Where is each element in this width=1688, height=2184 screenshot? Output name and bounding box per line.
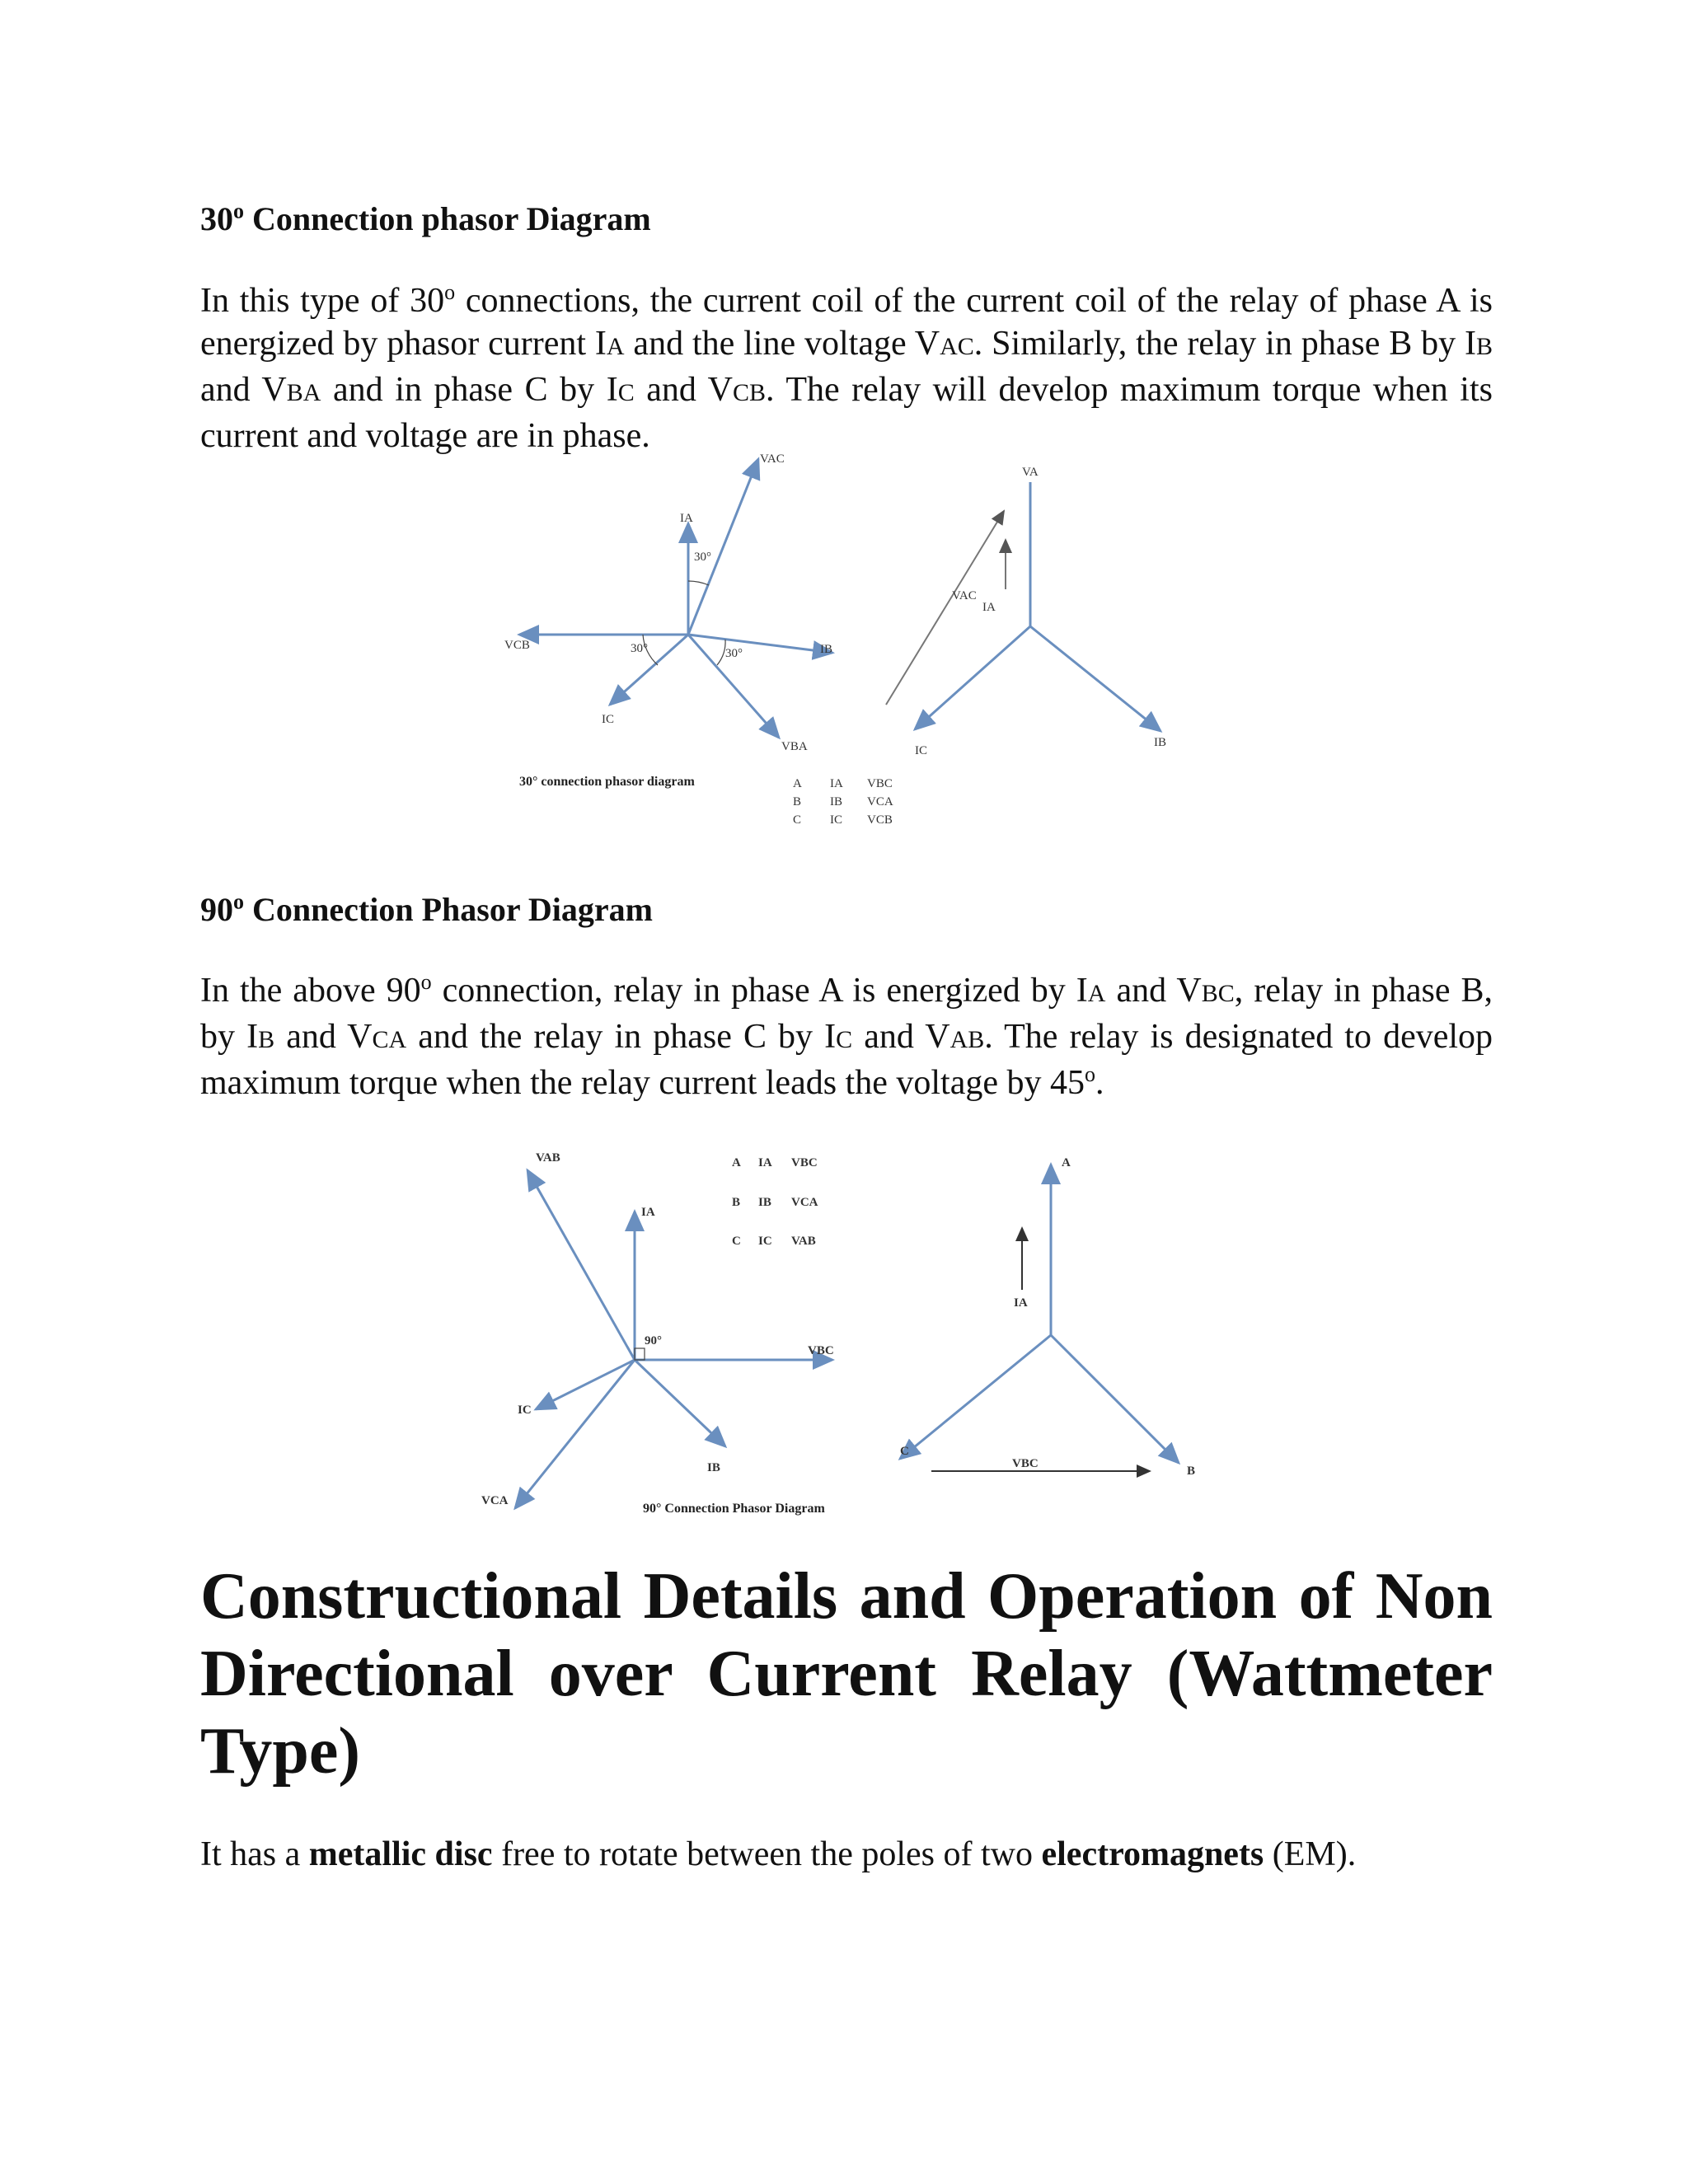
- paragraph-30-connection: In this type of 30$^o$ connections, the current coil of the current coil of the relay of phase A is energized by phasor current IA and the line voltage VAC. Similarly, the relay in phase B by IB and VBA and in phase C by IC and VCB. The relay will develop maximum torque when its current and voltage are in phase.: [200, 280, 1493, 455]
- vab-phasor: [528, 1170, 635, 1360]
- c-phasor: [900, 1335, 1051, 1459]
- label-angle-left: 30°: [631, 642, 648, 655]
- ib-phasor: [635, 1360, 725, 1446]
- label-ic-right: IC: [915, 744, 927, 757]
- ic-phasor: [536, 1360, 635, 1409]
- vca-phasor: [515, 1360, 635, 1508]
- svg-text:C: C: [793, 813, 802, 827]
- section-heading-constructional-details: Constructional Details and Operation of Non Directional over Current Relay (Wattmeter Type): [200, 1560, 1493, 1788]
- angle-arc-right: [717, 640, 725, 665]
- caption-90-diagram: 90° Connection Phasor Diagram: [643, 1502, 825, 1516]
- label-angle-90: 90°: [645, 1334, 662, 1347]
- ib-right-phasor: [1030, 626, 1160, 731]
- label-a: A: [1062, 1156, 1071, 1169]
- svg-text:B: B: [793, 795, 802, 808]
- relay-table-90: [732, 1156, 818, 1248]
- svg-text:VCA: VCA: [791, 1196, 818, 1209]
- right-angle-marker: [635, 1348, 645, 1360]
- svg-text:IB: IB: [830, 795, 842, 808]
- degree-sign: o: [233, 889, 244, 914]
- svg-text:VBC: VBC: [867, 777, 893, 790]
- label-vac: VAC: [760, 452, 785, 466]
- label-vac-right: VAC: [952, 589, 977, 602]
- vac-phasor: [688, 459, 758, 635]
- heading-text: Connection phasor Diagram: [244, 200, 651, 237]
- label-b: B: [1187, 1465, 1196, 1478]
- label-vba: VBA: [781, 740, 808, 753]
- relay-table-30: [793, 777, 893, 827]
- heading-number: 30: [200, 200, 233, 237]
- caption-30-diagram: 30° connection phasor diagram: [519, 775, 695, 789]
- label-ia-right: IA: [982, 601, 996, 614]
- label-ia-right: IA: [1014, 1296, 1028, 1310]
- section-heading-90-connection: [200, 890, 653, 930]
- label-angle-right: 30°: [725, 647, 743, 660]
- ic-right-phasor: [915, 626, 1030, 729]
- label-angle-top: 30°: [694, 551, 711, 564]
- label-vbc-right: VBC: [1012, 1457, 1039, 1470]
- svg-text:IB: IB: [758, 1196, 771, 1209]
- label-ic: IC: [518, 1404, 532, 1417]
- heading-text: Connection Phasor Diagram: [244, 891, 653, 928]
- label-vbc: VBC: [808, 1344, 834, 1357]
- section-heading-30-connection: [200, 199, 651, 239]
- label-ia: IA: [680, 512, 693, 525]
- label-va: VA: [1022, 466, 1039, 479]
- paragraph-metallic-disc: It has a metallic disc free to rotate between the poles of two electromagnets (EM).: [200, 1835, 1357, 1873]
- svg-text:A: A: [793, 777, 802, 790]
- phasor-diagram-30-connection: [495, 449, 1220, 837]
- svg-text:VCA: VCA: [867, 795, 893, 808]
- svg-text:C: C: [732, 1235, 741, 1248]
- svg-text:VBC: VBC: [791, 1156, 818, 1169]
- svg-text:IA: IA: [758, 1156, 772, 1169]
- paragraph-90-connection: In the above 90$^o$ connection, relay in phase A is energized by IA and VBC, relay in phase B, by IB and VCA and the relay in phase C by IC and VAB. The relay is designated to develop maximum torque when the relay current leads the voltage by 45$^o$.: [200, 970, 1493, 1102]
- label-c: C: [900, 1445, 909, 1458]
- label-ib: IB: [707, 1461, 720, 1474]
- label-ia: IA: [641, 1206, 655, 1219]
- label-ib: IB: [820, 643, 832, 656]
- svg-text:A: A: [732, 1156, 741, 1169]
- svg-text:B: B: [732, 1196, 741, 1209]
- label-vca: VCA: [481, 1494, 509, 1507]
- svg-text:VCB: VCB: [867, 813, 893, 827]
- ib-phasor: [688, 635, 832, 653]
- label-vab: VAB: [536, 1151, 560, 1165]
- angle-arc-top: [688, 581, 709, 585]
- phasor-diagram-90-connection: [470, 1141, 1228, 1529]
- svg-text:IC: IC: [830, 813, 842, 827]
- ic-phasor: [610, 635, 688, 705]
- svg-text:VAB: VAB: [791, 1235, 816, 1248]
- degree-sign: o: [233, 199, 244, 223]
- b-phasor: [1051, 1335, 1179, 1463]
- label-ic: IC: [602, 713, 614, 726]
- label-ib-right: IB: [1154, 736, 1166, 749]
- label-vcb: VCB: [504, 639, 530, 652]
- svg-text:IC: IC: [758, 1235, 772, 1248]
- heading-number: 90: [200, 891, 233, 928]
- svg-text:IA: IA: [830, 777, 843, 790]
